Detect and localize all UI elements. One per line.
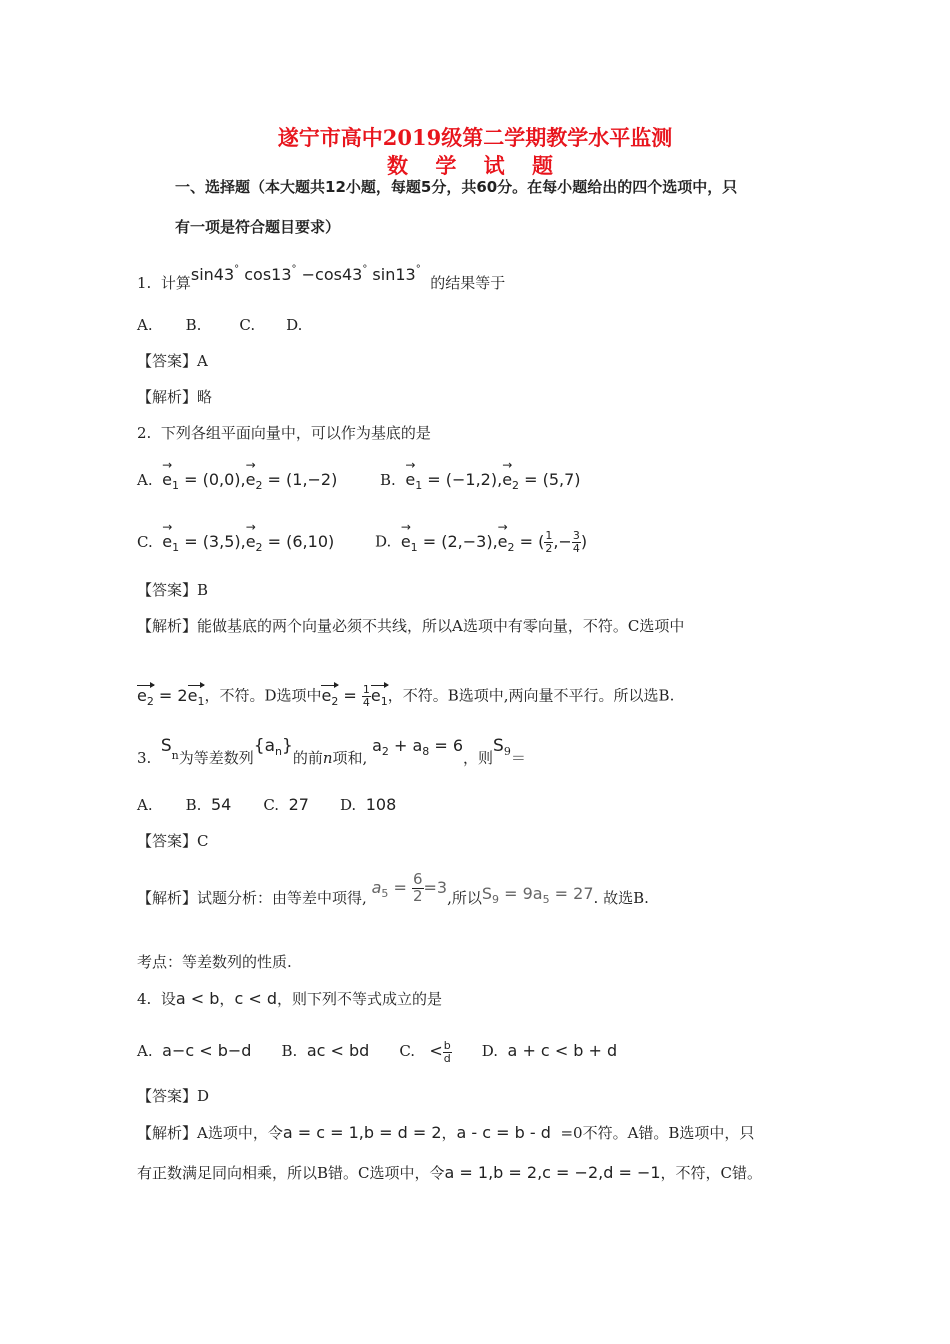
q1-analysis: 【解析】略 bbox=[137, 388, 213, 406]
q2-answer: 【答案】B bbox=[137, 581, 209, 599]
q3-kaodian: 考点：等差数列的性质. bbox=[137, 953, 292, 971]
q1-answer: 【答案】A bbox=[137, 352, 208, 370]
section-heading-cont: 有一项是符合题目要求） bbox=[175, 218, 341, 236]
question-4: 4. 设a < b，c < d，则下列不等式成立的是 bbox=[137, 989, 442, 1008]
q1-expression: sin43° cos13° −cos43° sin13° bbox=[190, 264, 421, 284]
page-subtitle: 数 学 试 题 bbox=[387, 153, 563, 178]
question-1: 1. 计算sin43° cos13° −cos43° sin13° 的结果等于 bbox=[137, 264, 506, 292]
q4-analysis: 【解析】A选项中，令a = c = 1,b = d = 2，a - c = b - d =0不符。A错。B选项中，只 bbox=[137, 1123, 755, 1142]
section-heading: 一、选择题（本大题共12小题，每题5分，共60分。在每小题给出的四个选项中，只 bbox=[175, 178, 738, 196]
q4-answer: 【答案】D bbox=[137, 1087, 210, 1105]
q2-option-c: C. → $e_1 = (3,5),\to e_2 = (6,10)$ bbox=[137, 534, 334, 553]
q3-options: A. B. 54 C. 27 D. 108 bbox=[137, 795, 397, 814]
question-2: 2. 下列各组平面向量中，可以作为基底的是 bbox=[137, 424, 431, 442]
q3-answer: 【答案】C bbox=[137, 832, 209, 850]
page-title: 遂宁市高中2019级第二学期教学水平监测 bbox=[277, 125, 673, 150]
q2-option-b: B. → $e_1 = (-1,2),\to e_2 = (5,7)$ bbox=[380, 472, 581, 491]
q4-analysis-cont: 有正数满足同向相乘，所以B错。C选项中，令a = 1,b = 2,c = −2,d = −1，不符，C错。 bbox=[137, 1163, 763, 1182]
q4-options: A. a−c < b−d B. ac < bd C. < $\frac{b}{d}$ D. a + c < b + d bbox=[137, 1039, 618, 1065]
q2-option-a: A. → $e_1 = (0,0),\to e_2 = (1,-2)$ bbox=[137, 472, 337, 491]
q2-analysis-cont: $e_2 = 2e_1$，不符。D选项中$e_2$ = $\frac{1}{4}$ $e_1$，不符。B选项中,两向量不平行。所以选B. bbox=[137, 683, 675, 709]
q1-options: A. B. C. D. bbox=[137, 316, 303, 334]
q3-analysis: 【解析】试题分析：由等差中项得, $a_5$ = $\frac{6}{2}$ =3,所以$S_9 = 9a_5 = 27$. 故选B. bbox=[137, 870, 649, 907]
question-3: 3. $S_n$为等差数列$\{a_n\}$的前n项和, $a_2 + a_8 = 6$，则$S_9=$ bbox=[137, 736, 526, 767]
q2-analysis: 【解析】能做基底的两个向量必须不共线，所以A选项中有零向量，不符。C选项中 bbox=[137, 617, 685, 635]
q2-option-d: D. → $e_1 = (2,-3),\to e_2$ = ( $\frac{1}{2}$ ,− $\frac{3}{4}$ ) bbox=[375, 530, 587, 554]
